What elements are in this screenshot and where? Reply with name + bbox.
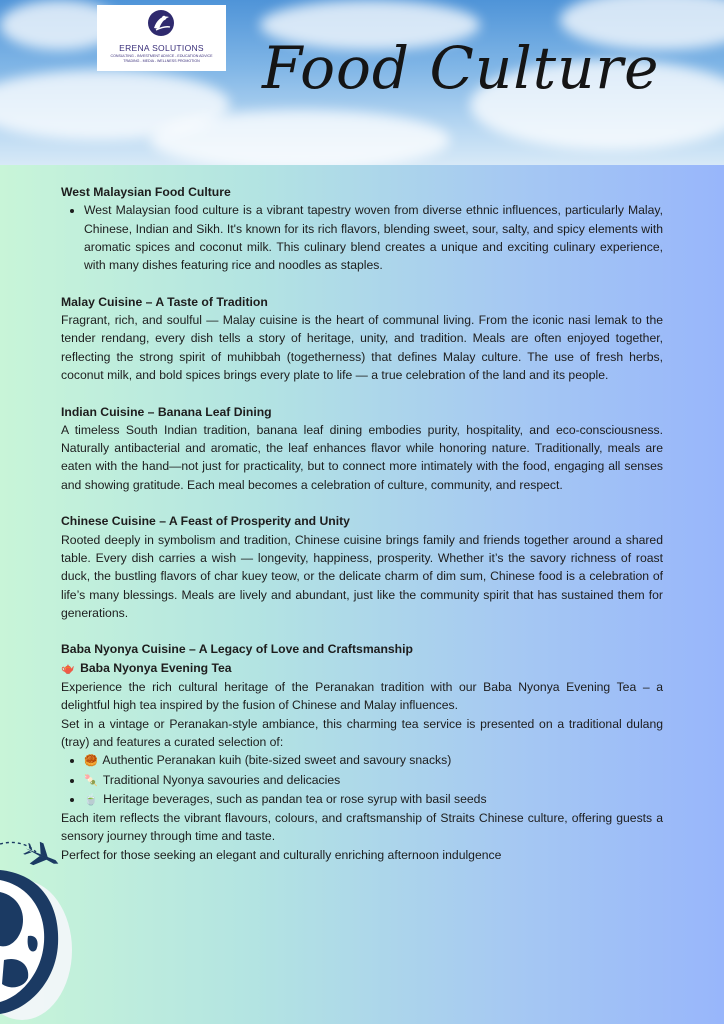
list-item: • West Malaysian food culture is a vibrant tapestry woven from diverse ethnic influences, particularly Malay, Chinese, Indian and Sikh. It's known for its rich flavors, blending sweet, sour, salty, and spicy elements with aromatic spices and coconut milk. This culinary blend creates a unique and exciting culinary experience, with many dishes featuring rice and noodles as staples.	[84, 201, 663, 274]
section-body: Fragrant, rich, and soulful — Malay cuisine is the heart of communal living. From the iconic nasi lemak to the tender rendang, every dish tells a story of heritage, unity, and tradition. Meals are often enjoyed together, reflecting the strong spirit of muhibbah (togetherness) that defines Malay culture. The use of fresh herbs, coconut milk, and bold spices brings every plate to life — a true celebration of the land and its people.	[61, 313, 663, 382]
list-item-text: Traditional Nyonya savouries and delicacies	[102, 772, 341, 787]
dango-icon: 🍡	[84, 773, 98, 787]
logo-tagline-line-1: CONSULTING - INVESTMENT ADVICE - EDUCATION ADVICE	[110, 54, 213, 58]
sky-header-banner	[0, 0, 724, 165]
mooncake-icon: 🥮	[84, 754, 98, 768]
bullet-list	[61, 201, 663, 274]
globe-airplane-decoration	[0, 832, 90, 1024]
tea-cup-icon: 🍵	[84, 792, 98, 806]
list-item-text: Authentic Peranakan kuih (bite-sized sweet and savoury snacks)	[102, 753, 452, 768]
logo-company-name: ERENA SOLUTIONS	[119, 43, 204, 53]
section-subheading	[61, 659, 663, 678]
section-heading: Chinese Cuisine – A Feast of Prosperity and Unity	[61, 514, 350, 529]
section-final-line: Perfect for those seeking an elegant and culturally enriching afternoon indulgence	[61, 847, 502, 862]
section-heading: Baba Nyonya Cuisine – A Legacy of Love and Craftsmanship	[61, 642, 413, 657]
section-indian	[61, 403, 663, 494]
list-item	[84, 751, 663, 770]
airplane-icon	[21, 838, 64, 875]
list-item	[84, 790, 663, 809]
bullet-list	[61, 751, 663, 809]
section-heading: Indian Cuisine – Banana Leaf Dining	[61, 404, 272, 419]
company-logo	[97, 5, 226, 71]
list-item-text: Heritage beverages, such as pandan tea or rose syrup with basil seeds	[103, 791, 487, 806]
section-heading: Malay Cuisine – A Taste of Tradition	[61, 294, 268, 309]
section-body: Rooted deeply in symbolism and tradition, Chinese cuisine brings family and friends together around a shared table. Every dish carries a wish — longevity, happiness, prosperity. Whether it’s the savory richness of roast duck, the bustling flavors of char kuey teow, or the delicate charm of dim sum, Chinese food is a celebration of life’s many blessings. Meals are lively and abundant, just like the community spirit that has sustained them for generations.	[61, 532, 663, 620]
section-malay	[61, 293, 663, 384]
section-intro: Experience the rich cultural heritage of the Peranakan tradition with our Baba Nyonya Evening Tea – a delightful high tea inspired by the fusion of Chinese and Malay influences.	[61, 680, 663, 713]
section-setting: Set in a vintage or Peranakan-style ambiance, this charming tea service is presented on a traditional dulang (tray) and features a curated selection of:	[61, 716, 663, 749]
page-title: Food Culture	[262, 34, 660, 102]
list-item	[84, 771, 663, 790]
section-closing: Each item reflects the vibrant flavours, colours, and craftsmanship of Straits Chinese culture, offering guests a sensory journey through time and taste.	[61, 811, 663, 844]
section-west-malaysian	[61, 183, 663, 274]
document-body	[61, 183, 663, 882]
logo-tagline	[97, 54, 226, 64]
subheading-text: Baba Nyonya Evening Tea	[80, 660, 232, 675]
section-chinese	[61, 512, 663, 622]
section-body: A timeless South Indian tradition, banana leaf dining embodies purity, hospitality, and eco-consciousness. Naturally antibacterial and aromatic, the leaf enhances flavor while honoring nature. Traditionally, meals are eaten with the hand—not just for practicality, but to connect more intimately with the food, engaging all senses and showing gratitude. Each meal becomes a celebration of culture, community, and respect.	[61, 422, 663, 492]
teapot-icon: 🫖	[61, 661, 75, 675]
logo-tagline-line-2: TRADING - MEDIA - WELLNESS PROMOTION	[123, 59, 200, 63]
section-baba-nyonya	[61, 640, 663, 864]
section-heading: West Malaysian Food Culture	[61, 185, 231, 199]
logo-emblem-icon	[147, 9, 175, 37]
